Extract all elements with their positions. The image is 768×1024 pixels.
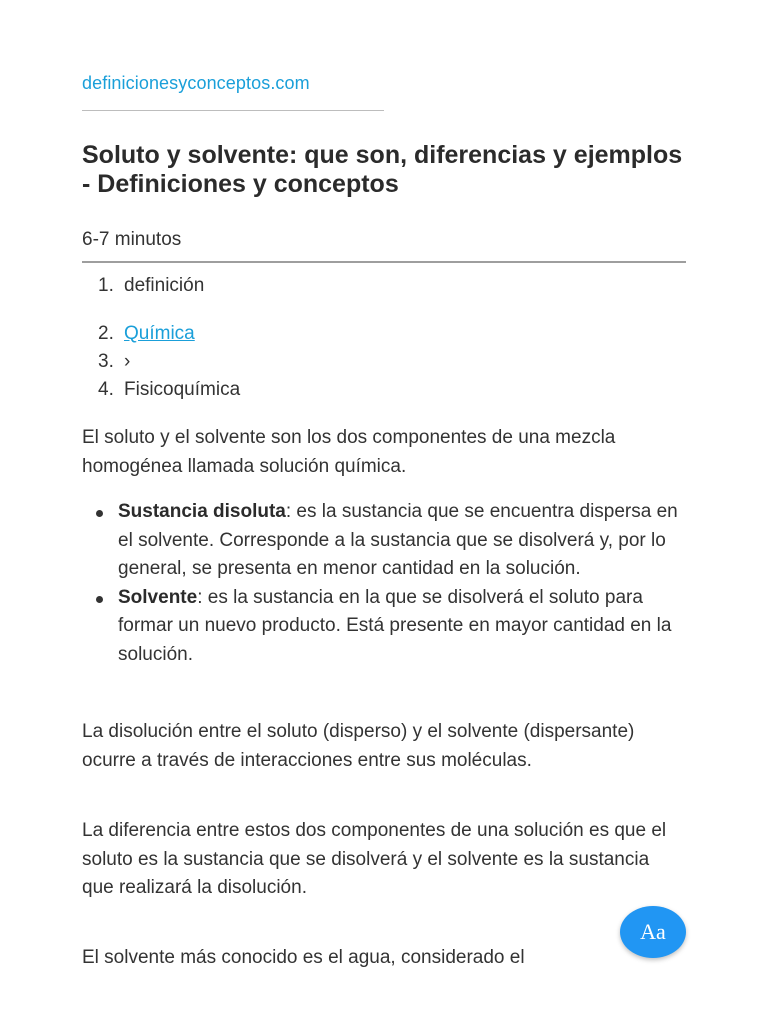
breadcrumb-label: Fisicoquímica [124,379,241,400]
header-divider [82,261,686,263]
paragraph: La diferencia entre estos dos componentes de una solución es que el soluto es la sustancia que se disolverá y el solvente es la sustancia que realizará la disolución. [82,820,667,898]
breadcrumb-number: 2. [98,323,114,344]
site-divider [82,110,384,111]
paragraph: El solvente más conocido es el agua, considerado el [82,947,525,968]
breadcrumb-link-quimica[interactable]: Química [124,323,195,344]
breadcrumb-number: 1. [98,275,114,296]
breadcrumb-item-definicion [98,272,204,300]
list-item-text: : es la sustancia que se encuentra dispersa en el solvente. Corresponde a la sustancia que se disolverá y, por lo general, se presenta en menor cantidad en la solución. [118,501,678,579]
list-item-text: : es la sustancia en la que se disolverá el soluto para formar un nuevo producto. Está presente en mayor cantidad en la solución. [118,586,672,665]
breadcrumb-number: 3. [98,351,114,372]
text-size-button[interactable]: Aa [620,906,686,958]
intro-paragraph: El soluto y el solvente son los dos componentes de una mezcla homogénea llamada solución química. [82,427,616,477]
reading-time: 6-7 minutos [82,229,182,250]
bullet-icon [96,596,103,603]
bullet-icon [96,510,103,517]
list-item-term: Sustancia disoluta [118,501,286,522]
breadcrumb-item-separator [98,348,130,376]
list-item [82,584,686,670]
breadcrumb-number: 4. [98,379,114,400]
breadcrumb-item-fisicoquimica [98,376,240,404]
site-link[interactable]: definicionesyconceptos.com [82,73,310,93]
list-item-term: Solvente [118,586,198,608]
breadcrumb-label: definición [124,275,205,296]
list-item [82,498,686,584]
definition-list [82,498,686,669]
paragraph: La disolución entre el soluto (disperso) y el solvente (dispersante) ocurre a través de interacciones entre sus moléculas. [82,721,635,771]
article-title: Soluto y solvente: que son, diferencias y ejemplos - Definiciones y conceptos [82,141,683,198]
breadcrumb-separator: › [124,351,131,372]
breadcrumb-item-quimica [98,320,195,348]
